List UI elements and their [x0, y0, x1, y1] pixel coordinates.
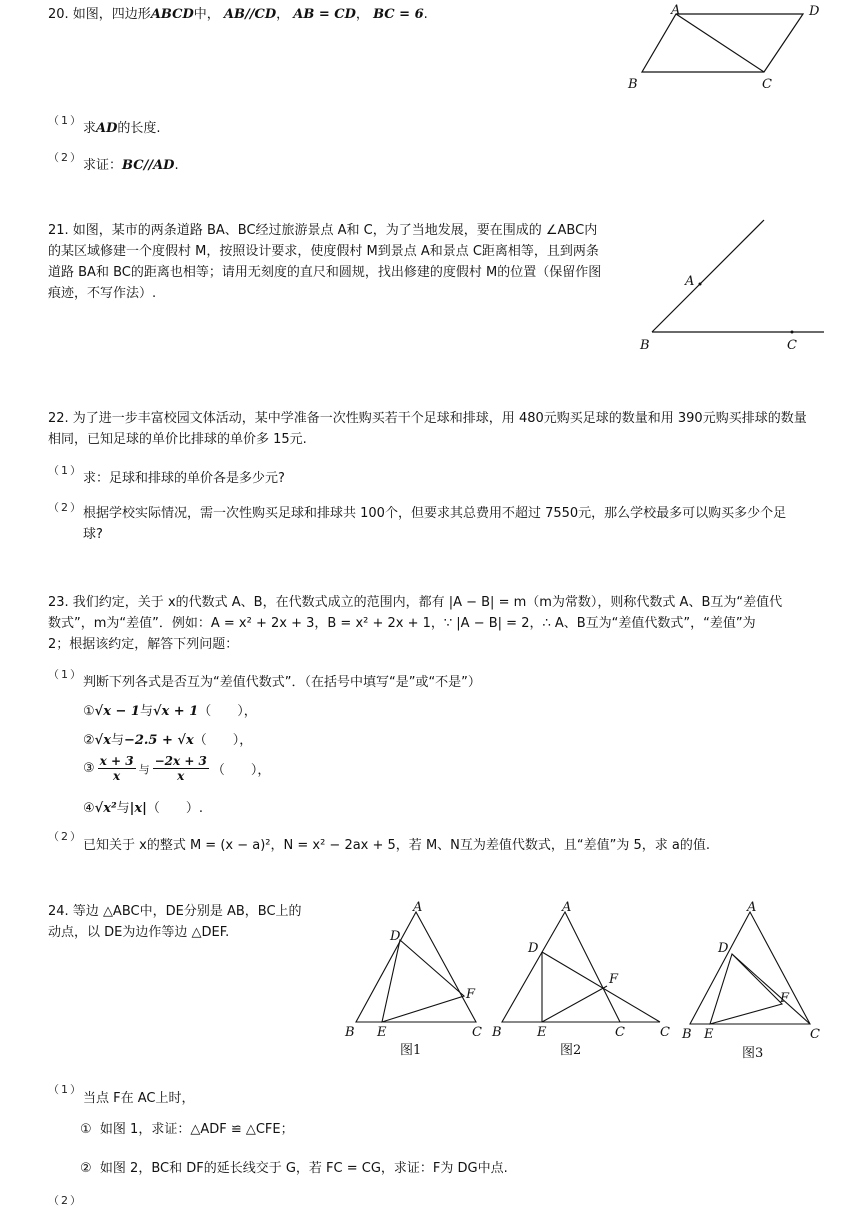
q23-item2: ②√x与−2.5 + √x（ ），: [83, 733, 253, 748]
q20-part2: 求证：BC//AD.: [83, 158, 179, 173]
svg-text:B: B: [492, 1025, 502, 1040]
q24-figure-2: [490, 900, 680, 1065]
q23-line2: 数式”，m为“差值”．例如：A = x² + 2x + 3，B = x² + 2x + 1，∵ |A − B| = 2，∴ A、B互为“差值代数式”，“差值”为: [48, 616, 756, 631]
q23-part2: 已知关于 x的整式 M = (x − a)²，N = x² − 2ax + 5，若 M、N互为差值代数式，且“差值”为 5，求 a的值.: [83, 838, 710, 853]
q22-part2-line1: 根据学校实际情况，需一次性购买足球和排球共 100个，但要求其总费用不超过 7550元，那么学校最多可以购买多少个足: [83, 506, 787, 521]
q20-part1-tag: （1）: [48, 114, 83, 127]
fig3-caption: 图3: [742, 1046, 764, 1061]
q24-stem: [48, 901, 338, 943]
q24-sub1: ① 如图 1，求证：△ADF ≌ △CFE；: [80, 1122, 294, 1137]
svg-text:D: D: [390, 929, 401, 944]
fig2-caption: 图2: [560, 1043, 582, 1058]
svg-text:C: C: [472, 1025, 482, 1040]
svg-text:F: F: [466, 987, 476, 1002]
q23-part2-tag: （2）: [48, 830, 83, 843]
q20-figure: [620, 0, 830, 95]
svg-text:E: E: [377, 1025, 387, 1040]
q24-line2: 动点，以 DE为边作等边 △DEF.: [48, 925, 230, 940]
q23-item4: ④√x²与|x|（ ）.: [83, 801, 204, 816]
q20-stem: 20. 如图，四边形ABCD中， AB//CD， AB = CD， BC = 6.: [48, 7, 428, 22]
q23-stem: [48, 592, 838, 655]
svg-text:C: C: [762, 77, 772, 92]
q21-line1: 21. 如图，某市的两条道路 BA、BC经过旅游景点 A和 C，为了当地发展，要在围成的 ∠ABC内: [48, 223, 598, 238]
q21-line4: 痕迹，不写作法）.: [48, 286, 157, 301]
svg-text:F: F: [780, 991, 790, 1006]
q22-part2-tag: （2）: [48, 501, 83, 514]
svg-text:D: D: [528, 941, 539, 956]
q23-item3: ③ x + 3 x 与 −2x + 3 x （ ），: [83, 754, 271, 783]
svg-text:C: C: [787, 338, 797, 353]
fraction-a: x + 3 x: [99, 754, 134, 783]
svg-text:A: A: [685, 274, 695, 289]
svg-text:E: E: [704, 1027, 714, 1042]
svg-text:D: D: [809, 4, 820, 19]
q23-part1-tag: （1）: [48, 668, 83, 681]
svg-text:C: C: [810, 1027, 820, 1042]
q21-stem: [48, 220, 628, 304]
q23-line3: 2；根据该约定，解答下列问题：: [48, 637, 239, 652]
q22-part1-tag: （1）: [48, 464, 83, 477]
q22-part2: [83, 503, 823, 545]
svg-text:B: B: [628, 77, 638, 92]
q24-sub2: ② 如图 2，BC和 DF的延长线交于 G，若 FC = CG，求证：F为 DG中点.: [80, 1161, 508, 1176]
q20-part2-tag: （2）: [48, 151, 83, 164]
q24-line1: 24. 等边 △ABC中，DE分别是 AB，BC上的: [48, 904, 302, 919]
svg-text:E: E: [537, 1025, 547, 1040]
q22-part2-line2: 球?: [83, 527, 103, 542]
q23-part1: 判断下列各式是否互为“差值代数式”．（在括号中填写“是”或“不是”）: [83, 675, 481, 690]
fraction-b: −2x + 3 x: [154, 754, 207, 783]
q23-line1: 23. 我们约定，关于 x的代数式 A、B，在代数式成立的范围内，都有 |A − B| = m（m为常数），则称代数式 A、B互为“差值代: [48, 595, 783, 610]
svg-text:A: A: [671, 3, 681, 18]
q21-line2: 的某区域修建一个度假村 M，按照设计要求，使度假村 M到景点 A和景点 C距离相等，且到两条: [48, 244, 599, 259]
svg-text:A: A: [747, 900, 757, 915]
q24-part1-tag: （1）: [48, 1083, 83, 1096]
q21-line3: 道路 BA和 BC的距离也相等；请用无刻度的直尺和圆规，找出修建的度假村 M的位置（保留作图: [48, 265, 602, 280]
svg-text:A: A: [413, 900, 423, 915]
svg-text:C: C: [660, 1025, 670, 1040]
q22-part1: 求：足球和排球的单价各是多少元?: [83, 471, 285, 486]
q21-figure: [630, 212, 830, 357]
svg-text:C: C: [615, 1025, 625, 1040]
q24-figure-3: [680, 900, 830, 1065]
q23-item1: ①√x − 1与√x + 1（ ），: [83, 704, 257, 719]
q20-part1: 求AD的长度.: [83, 121, 161, 136]
svg-text:B: B: [640, 338, 650, 353]
q24-part2-tag: （2）: [48, 1194, 83, 1207]
svg-text:F: F: [609, 972, 619, 987]
svg-text:D: D: [718, 941, 729, 956]
svg-text:A: A: [562, 900, 572, 915]
q22-line1: 22. 为了进一步丰富校园文体活动，某中学准备一次性购买若干个足球和排球，用 480元购买足球的数量和用 390元购买排球的数量: [48, 411, 807, 426]
svg-text:B: B: [682, 1027, 692, 1042]
q22-stem: [48, 408, 838, 450]
svg-text:B: B: [345, 1025, 355, 1040]
q24-figure-1: [340, 900, 490, 1065]
fig1-caption: 图1: [400, 1043, 422, 1058]
q24-part1: 当点 F在 AC上时，: [83, 1091, 195, 1106]
q22-line2: 相同，已知足球的单价比排球的单价多 15元.: [48, 432, 307, 447]
